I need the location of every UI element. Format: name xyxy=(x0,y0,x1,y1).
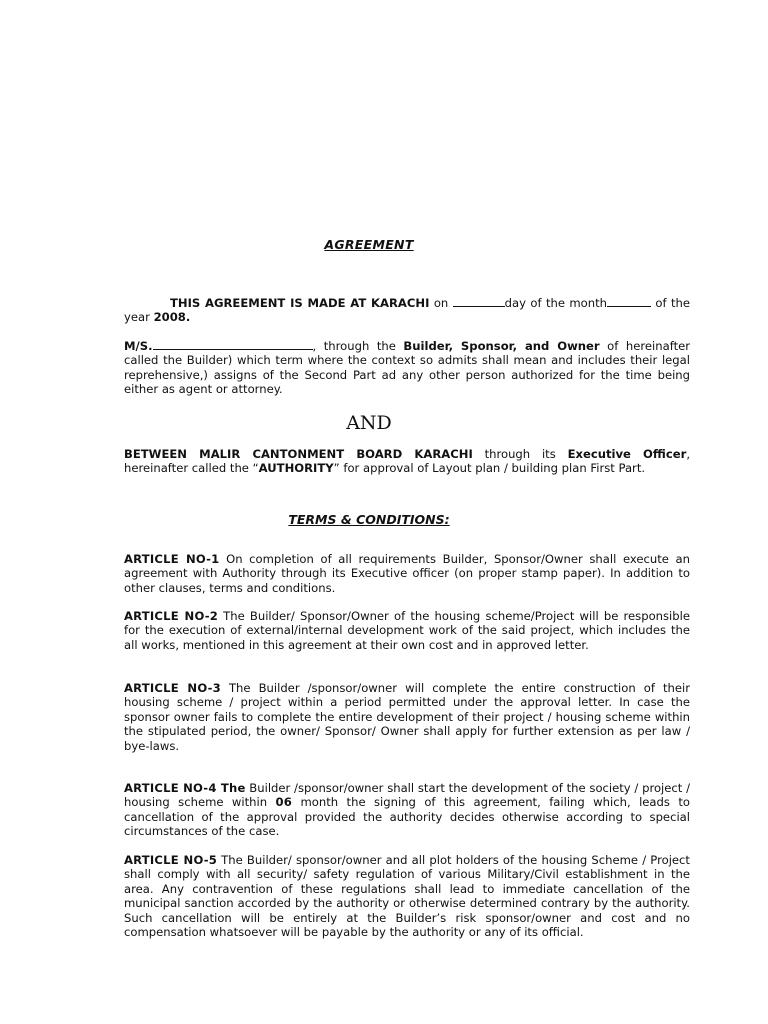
document-page xyxy=(124,0,690,1024)
months-value: 06 xyxy=(275,795,293,810)
article-3: ARTICLE NO-3 The Builder /sponsor/owner will complete the entire construction of their housing scheme / project within a period permitted under the approval letter. In case the sponsor owner fails to complete the entire development of their project / housing scheme within the stipulated period, the owner/ Sponsor/ Owner shall apply for further extension as per law / bye-laws. xyxy=(124,681,690,753)
article-label: ARTICLE NO-5 xyxy=(124,853,217,867)
ms-label: M/S. xyxy=(124,339,153,353)
article-label: ARTICLE NO-3 xyxy=(124,681,221,695)
authority-term: AUTHORITY xyxy=(258,461,334,476)
article-label: ARTICLE NO-2 xyxy=(124,609,218,623)
intro-lead: THIS AGREEMENT IS MADE AT KARACHI xyxy=(170,296,430,310)
article-label: ARTICLE NO-4 The xyxy=(124,781,246,795)
between-lead: BETWEEN MALIR CANTONMENT BOARD KARACHI xyxy=(124,447,473,461)
year-value: 2008 xyxy=(153,310,186,325)
article-4: ARTICLE NO-4 The Builder /sponsor/owner shall start the development of the society / project / housing scheme within 06 month the signing of this agreement, failing which, leads to cancellation of the approval provided the authority decides otherwise according to special circumstances of the case. xyxy=(124,781,690,839)
terms-heading: TERMS & CONDITIONS: xyxy=(288,512,450,527)
intro-paragraph: THIS AGREEMENT IS MADE AT KARACHI on day of the month of the year 2008. xyxy=(124,296,690,325)
article-5: ARTICLE NO-5 The Builder/ sponsor/owner and all plot holders of the housing Scheme / Project shall comply with all security/ safety regulation of various Military/Civil establishment in the area. Any contravention of these regulations shall lead to immediate cancellation of the municipal sanction accorded by the authority or otherwise determined contrary by the authority. Such cancellation will be entirely at the Builder’s risk sponsor/owner and cost and no compensation whatsoever will be payable by the authority or any of its official. xyxy=(124,853,690,940)
builder-roles: Builder, Sponsor, and Owner xyxy=(403,339,600,353)
executive-officer: Executive Officer xyxy=(567,447,687,461)
and-separator: AND xyxy=(346,412,392,434)
article-label: ARTICLE NO-1 xyxy=(124,552,220,566)
ms-paragraph: M/S. , through the Builder, Sponsor, and Owner of hereinafter called the Builder) which term where the context so admits shall mean and includes their legal reprehensive,) assigns of the Second Part ad any other person authorized for the time being either as agent or attorney. xyxy=(124,339,691,397)
document-title: AGREEMENT xyxy=(324,237,414,252)
ms-name-blank xyxy=(153,339,313,350)
article-1: ARTICLE NO-1 On completion of all requirements Builder, Sponsor/Owner shall execute an agreement with Authority through its Executive officer (on proper stamp paper). In addition to other clauses, terms and conditions. xyxy=(124,552,690,595)
between-paragraph: BETWEEN MALIR CANTONMENT BOARD KARACHI through its Executive Officer, hereinafter called the “AUTHORITY” for approval of Layout plan / building plan First Part. xyxy=(124,447,690,476)
day-blank xyxy=(453,296,505,307)
month-blank xyxy=(607,296,651,307)
article-2: ARTICLE NO-2 The Builder/ Sponsor/Owner of the housing scheme/Project will be responsible for the execution of external/internal development work of the said project, which includes the all works, mentioned in this agreement at their own cost and in approved letter. xyxy=(124,609,690,652)
